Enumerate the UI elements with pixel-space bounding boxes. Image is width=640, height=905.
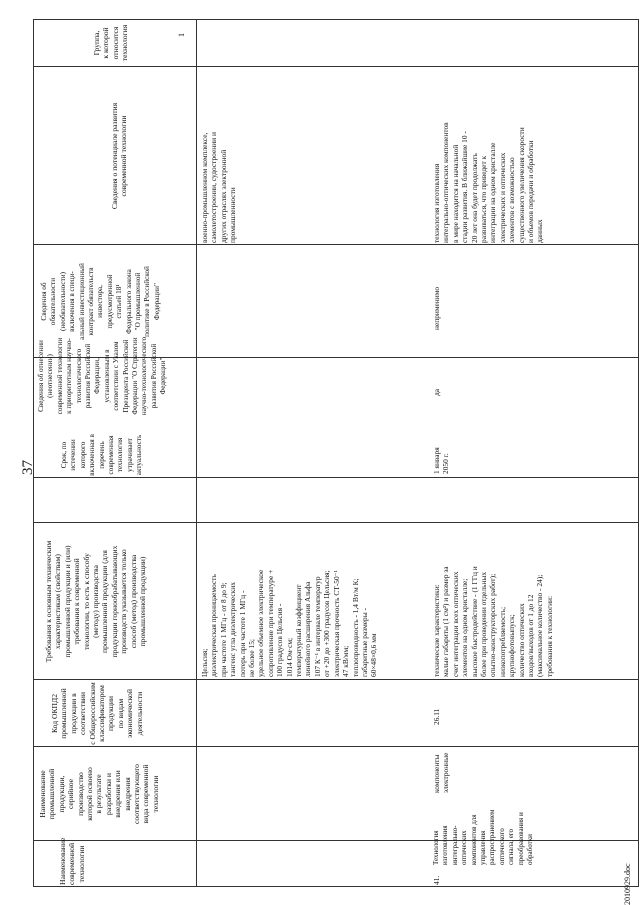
row-investment-contract: неприменимо [432, 286, 441, 330]
header-requirements: Требования к основным техническим характеристикам (свойствам) промышленной продукции и (или) требования к современной технологии, то есть к способу (методу) производства промышленной продукции (для продукции горнообрабатывающих производств указывается только способ (метод) производства промышленной продукции) [44, 540, 148, 663]
column-divider [33, 477, 639, 478]
header-okpd2-code: Код ОКПД2 промышленной продукции в соответствии с Общероссийским классификатором продукции по видам экономической деятельности [50, 682, 144, 745]
header-development-potential: Сведения о потенциале развития современной технологии [110, 102, 129, 210]
row-okpd2-code: 26.11 [432, 708, 441, 725]
header-investment-contract: Сведения об обязательности (необязательности) включения в специ- альный инвестиционный контракт обязательств инвестора, предусмотренной статьей 18¹ Федерального закона "О промышленной политике в Российской Федерации" [40, 263, 161, 340]
header-priority: Сведения об отнесении (неотнесении) современной технологии к приоритетным научно- технологического развития Российской Федерации, установленным в соответствии с Указом Президента Российской Федерации "О Стратегии научно-технологического развития Российской Федерации" [37, 336, 168, 416]
continuation-potential: военно-промышленном комплексе, самолетостроении, судостроении и других отраслях электронной промышленности [200, 132, 238, 243]
continuation-requirements: Цельсия; диэлектрическая проницаемость при частоте 1 МГц - от 8 до 9; тангенс угла диэлектрических потерь при частоте 1 МГц - не более 15; удельное объемное электрическое сопротивление при температуре + 100 градусов Цельсия - 1014 Ом·см; температурный коэффициент линейного расширения Альфа 107 К⁻¹ в интервале температур от +20 до +300 градусов Цельсия; электрическая прочность СТ-50⁻¹ 47 кВ/мм; теплопроводность - 1,4 Вт/м К; габаритные размеры - 60×48×0,6 мм [200, 569, 379, 677]
header-group: Группа, к которой относится технология [92, 24, 130, 62]
header-margin-mark: 1 [177, 33, 186, 37]
header-product-name: Наименование промышленной продукции, серийное производство которой освоено в результате разработки и внедрения или внедрения соответствующего вида современной технологии [38, 764, 160, 824]
page-number: 37 [20, 460, 36, 475]
row-number: 41. [432, 875, 441, 885]
row-product: компоненты электронные [432, 752, 451, 793]
column-divider [33, 746, 639, 747]
column-divider [33, 66, 639, 67]
column-divider [33, 840, 639, 841]
header-rule [196, 19, 197, 887]
column-divider [33, 522, 639, 523]
header-technology-name: Наименование современной технологии [58, 837, 86, 885]
column-divider [33, 679, 639, 680]
row-technology-name: Технология изготовления интегрально- оптических компонентов для управления распространением оптического сигнала, его преобразования и обработки [432, 809, 535, 865]
row-term: 1 января 2050 г. [432, 447, 451, 474]
column-divider [33, 244, 639, 245]
row-requirements: технические характеристики: малые габариты (1 см²) и размер за счет интеграции всех оптических элементов на одном кристалле; высокое быстродействие - (1 ГГц и более при проведении отдельных опытно-конструкторских работ); низкопотребляемость; крупнофотовыпуск; количество оптических входов/выходов от 1 до 12 (максимальное количество - 24); требования к технологии: [432, 566, 554, 677]
row-development-potential: технология изготовления интегрально-оптических компонентов в мире находится на начальной стадии развития. В ближайшие 10 - 20 лет она будет продолжать развиваться, что приведет к интеграции на одном кристалле электрических и оптических элементов с возможностью существенного увеличения скорости и объемов передачи и обработки данных [432, 122, 545, 243]
row-priority: да [432, 388, 441, 396]
footer-filename: 2010929.doc [623, 863, 632, 905]
header-term: Срок, по истечении которого включенная в перечень современная технология утрачивает актуальность [60, 434, 144, 476]
